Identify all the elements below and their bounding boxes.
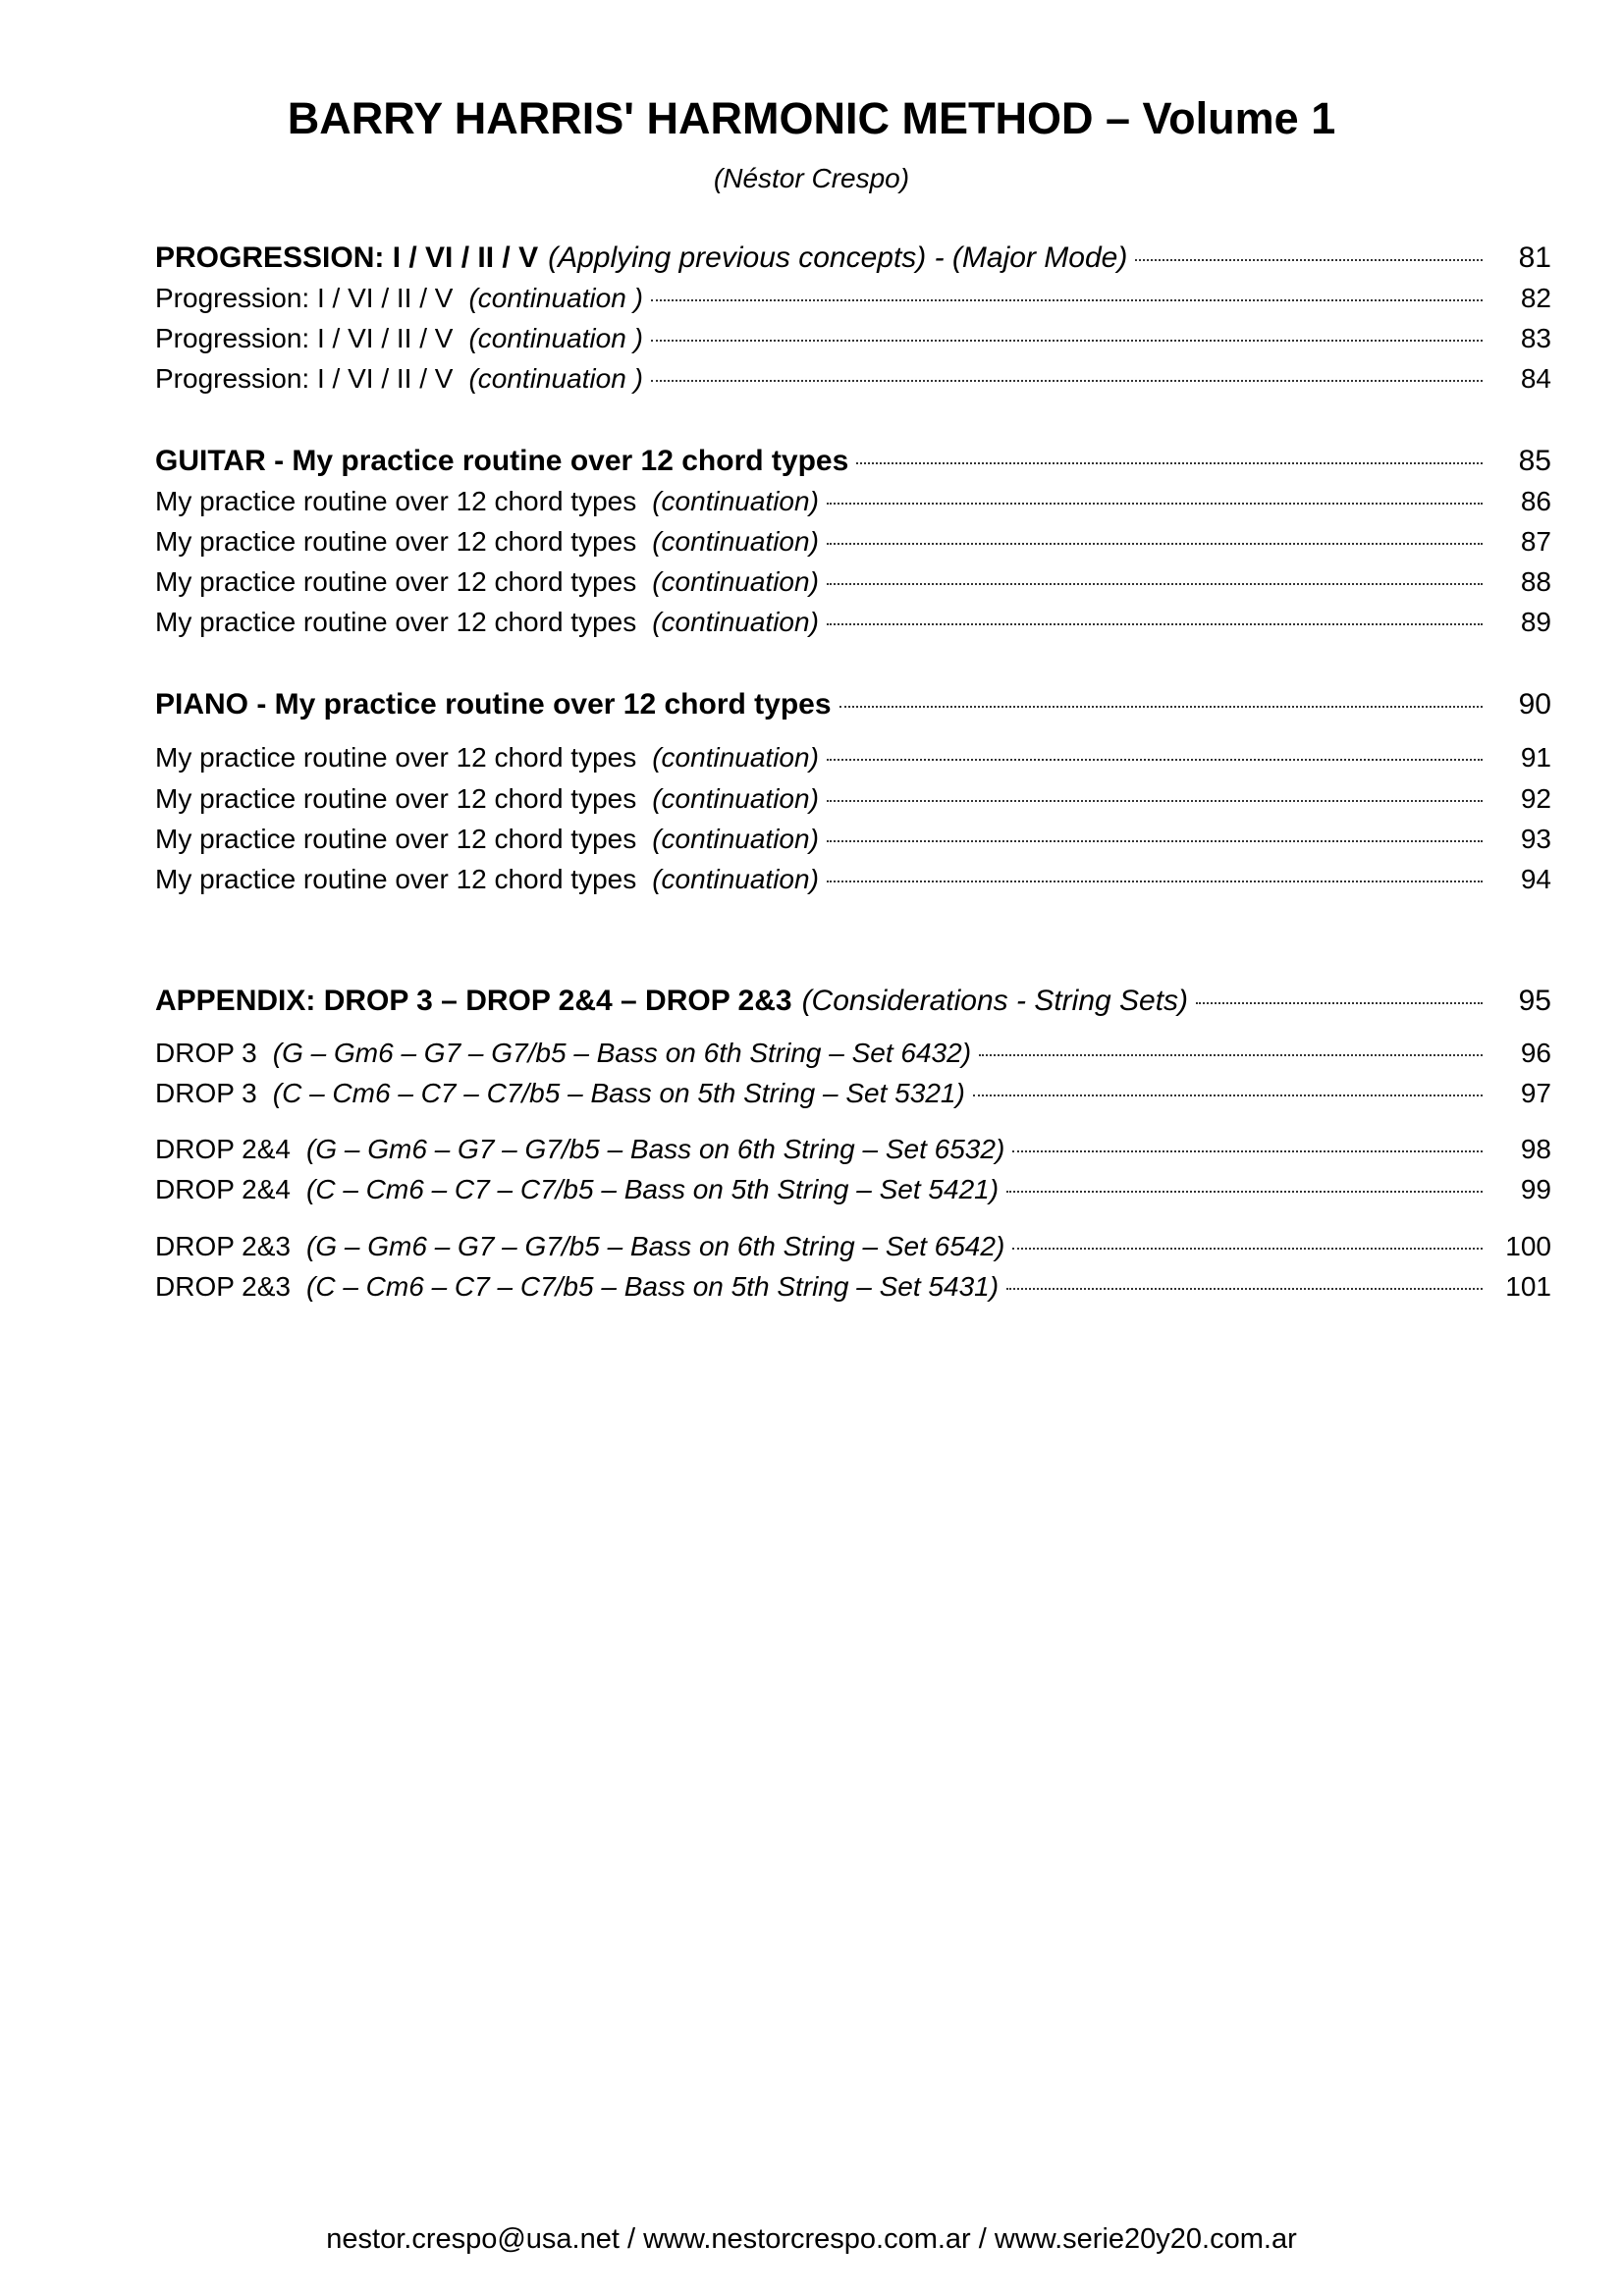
toc-page-number: 97 [1520,1078,1551,1108]
toc-page-number: 88 [1520,566,1551,597]
toc-entry-note: (continuation) [652,607,819,637]
dot-leader [651,380,1483,382]
toc-entry-label: DROP 2&3 [155,1231,291,1261]
toc-page-number: 82 [1520,283,1551,313]
toc-section-heading[interactable] [155,442,1551,481]
toc-entry-note: (continuation) [652,566,819,597]
toc-entry[interactable] [155,820,1551,859]
toc-entry[interactable] [155,738,1551,777]
toc-entry-note: (C – Cm6 – C7 – C7/b5 – Bass on 5th String – Set 5321) [272,1078,965,1108]
toc-entry[interactable] [155,1227,1551,1266]
dot-leader [1012,1248,1483,1250]
toc-page-number: 86 [1520,486,1551,516]
dot-leader [827,623,1483,625]
toc-entry[interactable] [155,359,1551,399]
toc-entry-note: (Applying previous concepts) - (Major Mode) [548,241,1128,274]
toc-entry[interactable] [155,279,1551,318]
dot-leader [827,543,1483,545]
toc-entry-note: (G – Gm6 – G7 – G7/b5 – Bass on 6th String – Set 6542) [306,1231,1005,1261]
toc-page-number: 94 [1520,864,1551,894]
toc-entry-note: (Considerations - String Sets) [801,985,1189,1017]
toc-entry-note: (continuation) [652,864,819,894]
toc-page-number: 87 [1520,526,1551,557]
toc-entry-note: (continuation ) [468,363,643,394]
dot-leader [973,1095,1483,1096]
toc-page-number: 96 [1520,1038,1551,1068]
toc-entry-label: My practice routine over 12 chord types [155,607,637,637]
toc-entry[interactable] [155,779,1551,819]
toc-entry-label: PROGRESSION: I / VI / II / V [155,241,539,274]
toc-entry-label: My practice routine over 12 chord types [155,864,637,894]
dot-leader [827,840,1483,842]
toc-entry[interactable] [155,562,1551,602]
toc-entry-note: (G – Gm6 – G7 – G7/b5 – Bass on 6th String – Set 6432) [272,1038,972,1068]
dot-leader [827,881,1483,882]
toc-entry-label: DROP 3 [155,1038,257,1068]
toc-entry-note: (G – Gm6 – G7 – G7/b5 – Bass on 6th String – Set 6532) [306,1134,1005,1164]
dot-leader [979,1054,1483,1056]
document-author: (Néstor Crespo) [713,163,910,193]
toc-page-number: 83 [1520,323,1551,353]
toc-page-number: 98 [1520,1134,1551,1164]
toc-entry-note: (C – Cm6 – C7 – C7/b5 – Bass on 5th String – Set 5421) [306,1174,1000,1204]
toc-entry-label: APPENDIX: DROP 3 – DROP 2&4 – DROP 2&3 [155,985,792,1017]
dot-leader [839,706,1483,708]
toc-entry-label: My practice routine over 12 chord types [155,566,637,597]
toc-section-heading[interactable] [155,239,1551,278]
toc-page-number: 89 [1520,607,1551,637]
toc-page-number: 99 [1520,1174,1551,1204]
toc-entry-note: (continuation) [652,526,819,557]
toc-page-number: 90 [1518,688,1551,721]
toc-page-number: 84 [1520,363,1551,394]
toc-page-number: 93 [1520,824,1551,854]
dot-leader [651,340,1483,342]
dot-leader [1006,1288,1483,1290]
toc-entry[interactable] [155,522,1551,561]
toc-entry-note: (continuation) [652,742,819,773]
toc-entry[interactable] [155,1130,1551,1169]
toc-page-number: 95 [1518,985,1551,1017]
toc-entry-label: My practice routine over 12 chord types [155,526,637,557]
toc-entry-note: (C – Cm6 – C7 – C7/b5 – Bass on 5th String – Set 5431) [306,1271,1000,1302]
toc-entry-note: (continuation) [652,783,819,814]
toc-page-number: 101 [1505,1271,1551,1302]
toc-entry-label: GUITAR - My practice routine over 12 chord types [155,445,849,477]
toc-section-heading[interactable] [155,982,1551,1021]
toc-entry[interactable] [155,1170,1551,1209]
toc-entry-note: (continuation) [652,486,819,516]
toc-entry[interactable] [155,860,1551,899]
dot-leader [827,503,1483,505]
toc-entry-label: Progression: I / VI / II / V [155,323,454,353]
dot-leader [1006,1191,1483,1193]
toc-entry-label: DROP 2&3 [155,1271,291,1302]
toc-entry-label: My practice routine over 12 chord types [155,824,637,854]
dot-leader [1196,1002,1483,1004]
toc-entry[interactable] [155,1034,1551,1073]
toc-entry-label: DROP 3 [155,1078,257,1108]
dot-leader [827,800,1483,802]
toc-entry-note: (continuation ) [468,323,643,353]
toc-entry-label: Progression: I / VI / II / V [155,283,454,313]
dot-leader [1012,1150,1483,1152]
toc-entry[interactable] [155,603,1551,642]
dot-leader [651,299,1483,301]
toc-page-number: 81 [1518,241,1551,274]
toc-page-number: 91 [1520,742,1551,773]
toc-entry[interactable] [155,1074,1551,1113]
toc-page-number: 100 [1505,1231,1551,1261]
toc-entry-label: My practice routine over 12 chord types [155,783,637,814]
dot-leader [827,583,1483,585]
toc-entry-label: My practice routine over 12 chord types [155,742,637,773]
toc-page-number: 85 [1518,445,1551,477]
toc-entry-note: (continuation) [652,824,819,854]
toc-entry-label: Progression: I / VI / II / V [155,363,454,394]
dot-leader [1135,259,1483,261]
toc-entry[interactable] [155,482,1551,521]
dot-leader [856,462,1483,464]
dot-leader [827,759,1483,761]
toc-entry-label: DROP 2&4 [155,1134,291,1164]
toc-entry-label: PIANO - My practice routine over 12 chord types [155,688,832,721]
document-title: BARRY HARRIS' HARMONIC METHOD – Volume 1 [287,93,1336,143]
toc-entry-label: My practice routine over 12 chord types [155,486,637,516]
toc-entry-note: (continuation ) [468,283,643,313]
toc-entry[interactable] [155,1267,1551,1307]
toc-entry[interactable] [155,319,1551,358]
toc-entry-label: DROP 2&4 [155,1174,291,1204]
toc-page-number: 92 [1520,783,1551,814]
footer-contact: nestor.crespo@usa.net / www.nestorcrespo.com.ar / www.serie20y20.com.ar [326,2223,1297,2255]
toc-section-heading[interactable] [155,685,1551,724]
